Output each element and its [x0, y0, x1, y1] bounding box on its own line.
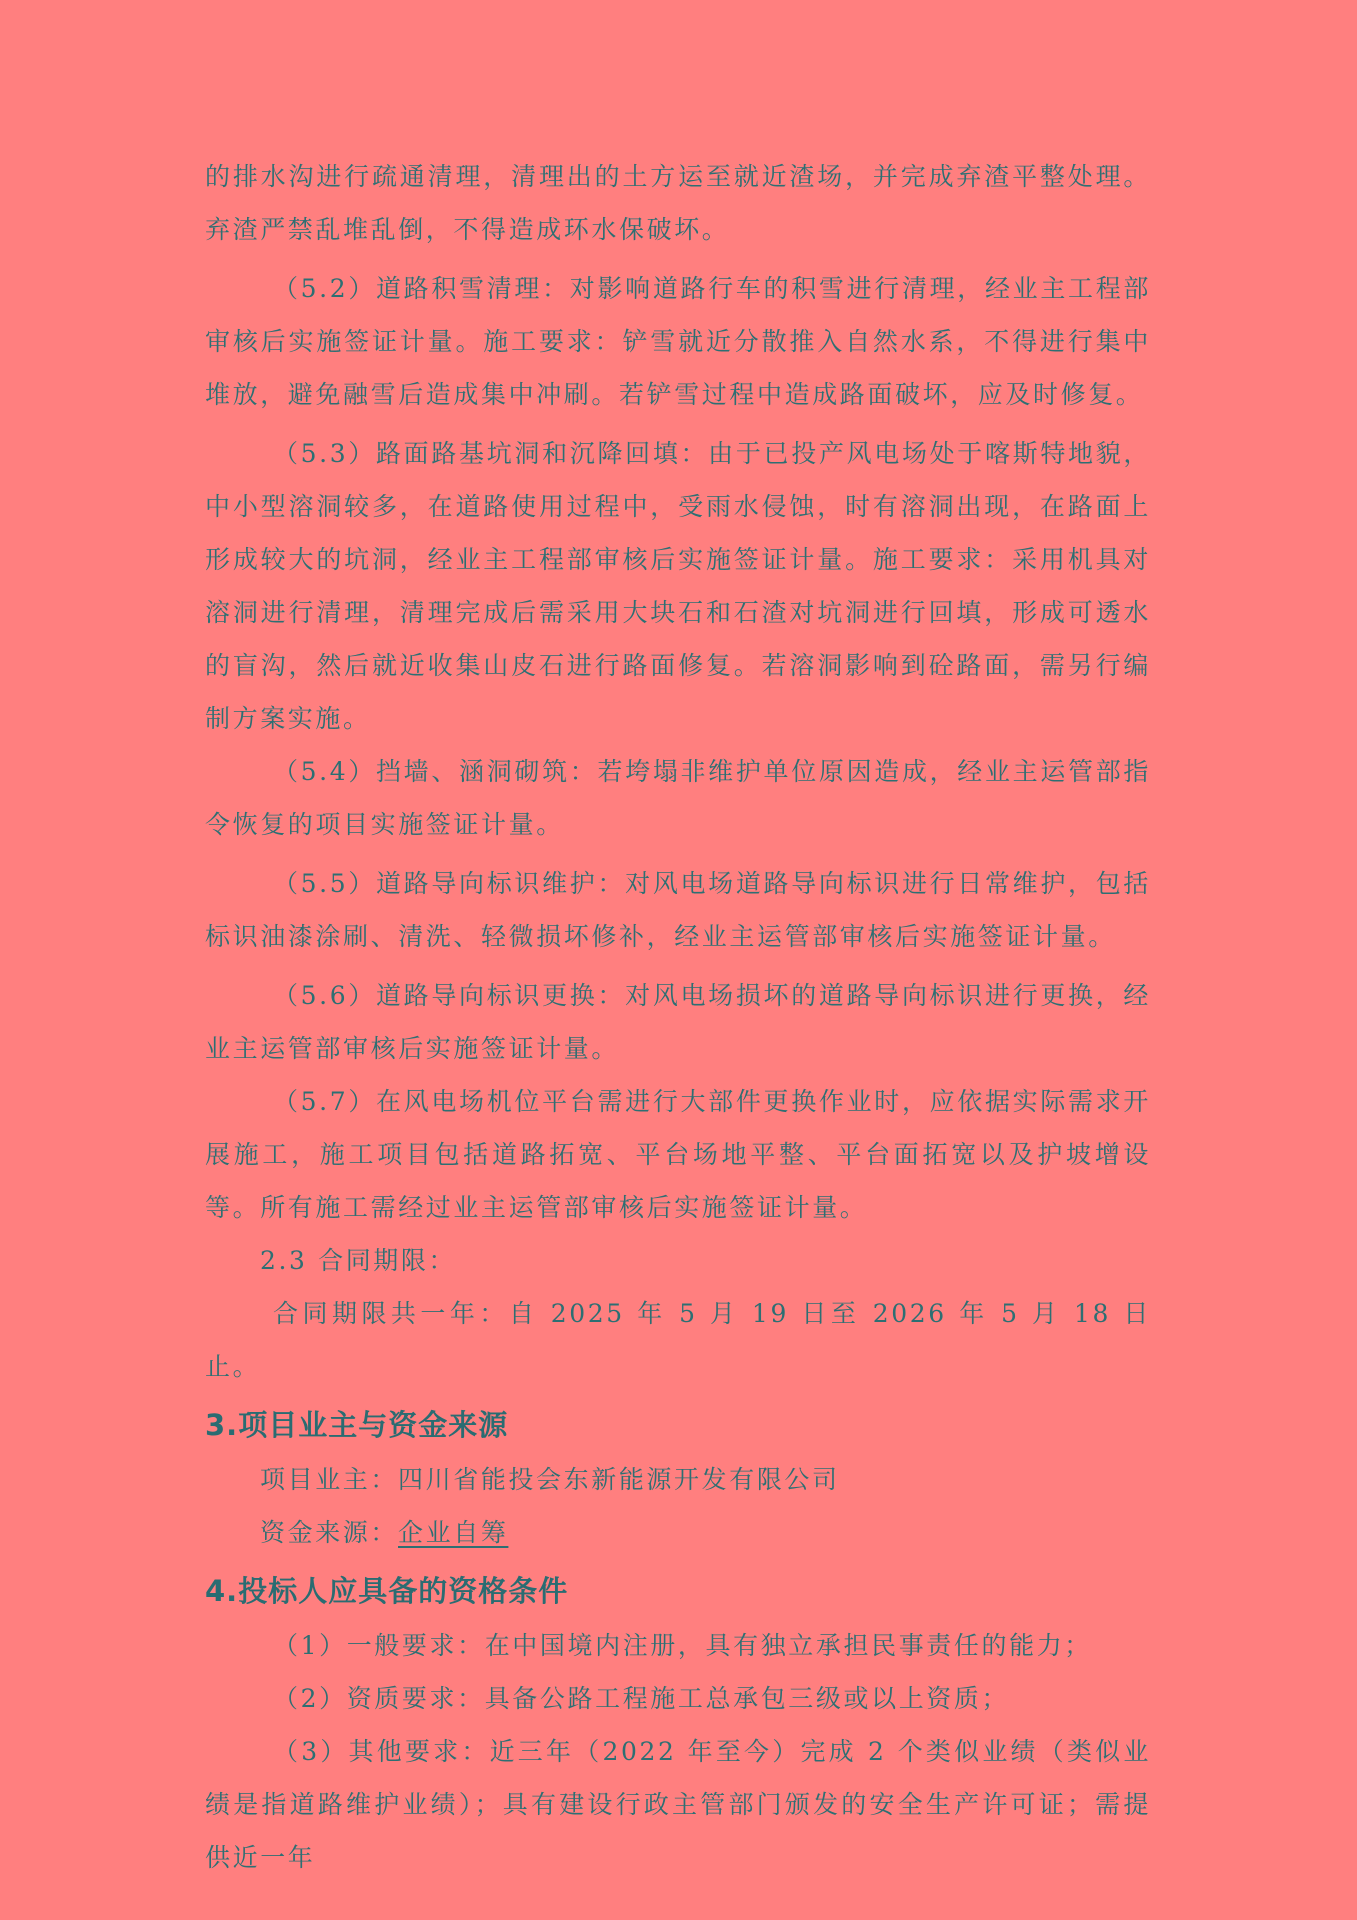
paragraph-drainage-continued: 的排水沟进行疏通清理，清理出的土方运至就近渣场，并完成弃渣平整处理。弃渣严禁乱堆乱倒，不得造成环水保破坏。 — [205, 162, 1151, 244]
requirement-1-general: （1）一般要求：在中国境内注册，具有独立承担民事责任的能力； — [273, 1631, 1092, 1660]
paragraph-5-5-sign-maintenance: （5.5）道路导向标识维护：对风电场道路导向标识进行日常维护，包括标识油漆涂刷、清洗、轻微损坏修补，经业主运管部审核后实施签证计量。 — [205, 869, 1151, 951]
funding-value: 企业自筹 — [398, 1518, 509, 1547]
owner-value: 四川省能投会东新能源开发有限公司 — [398, 1465, 840, 1494]
funding-line — [205, 1506, 1151, 1559]
subheading-2-3-contract-period: 2.3 合同期限： — [260, 1246, 457, 1275]
paragraph-5-3-pothole-filling: （5.3）路面路基坑洞和沉降回填：由于已投产风电场处于喀斯特地貌，中小型溶洞较多，在道路使用过程中，受雨水侵蚀，时有溶洞出现，在路面上形成较大的坑洞，经业主工程部审核后实施签证计量。施工要求：采用机具对溶洞进行清理，清理完成后需采用大块石和石渣对坑洞进行回填，形成可透水的盲沟，然后就近收集山皮石进行路面修复。若溶洞影响到砼路面，需另行编制方案实施。 — [205, 439, 1151, 733]
document-page — [205, 150, 1151, 1884]
owner-label: 项目业主： — [260, 1465, 399, 1494]
paragraph-5-2-snow-clearing: （5.2）道路积雪清理：对影响道路行车的积雪进行清理，经业主工程部审核后实施签证计量。施工要求：铲雪就近分散推入自然水系，不得进行集中堆放，避免融雪后造成集中冲刷。若铲雪过程中造成路面破坏，应及时修复。 — [205, 274, 1151, 409]
owner-line — [205, 1453, 1151, 1506]
paragraph-5-4-retaining-wall: （5.4）挡墙、涵洞砌筑：若垮塌非维护单位原因造成，经业主运管部指令恢复的项目实施签证计量。 — [205, 757, 1151, 839]
paragraph-contract-period: 合同期限共一年：自 2025 年 5 月 19 日至 2026 年 5 月 18 日止。 — [205, 1299, 1151, 1381]
funding-label: 资金来源： — [260, 1518, 399, 1547]
requirement-2-qualification: （2）资质要求：具备公路工程施工总承包三级或以上资质； — [273, 1684, 1010, 1713]
requirement-3-other: （3）其他要求：近三年（2022 年至今）完成 2 个类似业绩（类似业绩是指道路维护业绩）；具有建设行政主管部门颁发的安全生产许可证；需提供近一年 — [205, 1737, 1151, 1872]
heading-4-qualifications: 4.投标人应具备的资格条件 — [205, 1574, 569, 1608]
paragraph-5-6-sign-replacement: （5.6）道路导向标识更换：对风电场损坏的道路导向标识进行更换，经业主运管部审核后实施签证计量。 — [205, 981, 1151, 1063]
paragraph-5-7-platform-works: （5.7）在风电场机位平台需进行大部件更换作业时，应依据实际需求开展施工，施工项目包括道路拓宽、平台场地平整、平台面拓宽以及护坡增设等。所有施工需经过业主运管部审核后实施签证计量。 — [205, 1087, 1151, 1222]
heading-3-owner-funding: 3.项目业主与资金来源 — [205, 1408, 509, 1442]
